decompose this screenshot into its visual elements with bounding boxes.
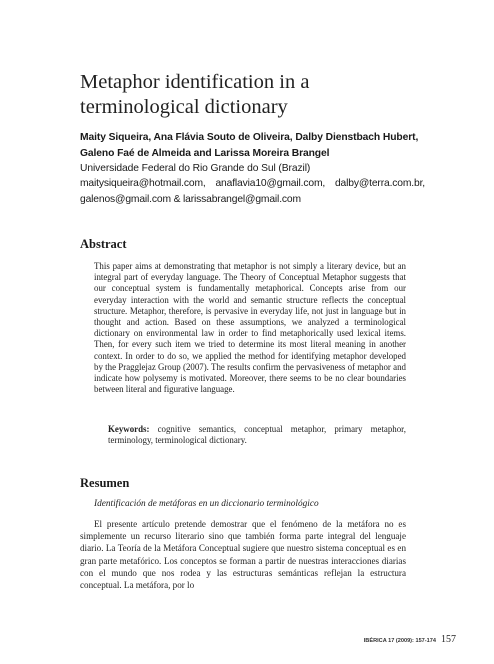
resumen-heading: Resumen xyxy=(80,476,130,490)
author-affiliation: Universidade Federal do Rio Grande do Sul (Brazil) xyxy=(80,163,311,174)
article-title-line-1: Metaphor identification in a xyxy=(80,71,310,93)
article-title-line-2: terminological dictionary xyxy=(80,96,288,118)
keywords-list: cognitive semantics, conceptual metaphor, primary metaphor, terminology, terminological dictionary. xyxy=(108,424,406,446)
keywords-label: Keywords: xyxy=(108,424,150,434)
abstract-text: This paper aims at demonstrating that metaphor is not simply a literary device, but an integral part of everyday language. The Theory of Conceptual Metaphor suggests that our conceptual system is fundamentally metaphorical. Concepts arise from our everyday interaction with the world and semantic structure reflects the conceptual structure. Metaphor, therefore, is pervasive in everyday life, not just in language but in thought and action. Based on these assumptions, we analyzed a terminological dictionary on environmental law in order to find metaphorically used lexical items. Then, for every such item we tried to determine its most literal meaning in another context. In order to do so, we applied the method for identifying metaphor developed by the Pragglejaz Group (2007). The results confirm the pervasiveness of metaphor and indicate how polysemy is motivated. Moreover, there seems to be no clear boundaries between literal and figurative language. xyxy=(94,261,406,395)
resumen-subtitle: Identificación de metáforas en un diccionario terminológico xyxy=(94,499,319,509)
journal-reference xyxy=(346,638,436,644)
author-emails: maitysiqueira@hotmail.com, anaflavia10@gmail.com, dalby@terra.com.br, galenos@gmail.com & larissabrangel@gmail.com xyxy=(80,178,425,205)
abstract-heading: Abstract xyxy=(80,237,127,251)
keywords xyxy=(108,424,406,446)
page-number: 157 xyxy=(441,634,456,645)
author-list: Maity Siqueira, Ana Flávia Souto de Oliveira, Dalby Dienstbach Hubert, Galeno Faé de Almeida and Larissa Moreira Brangel xyxy=(80,132,419,159)
resumen-text: El presente artículo pretende demostrar que el fenómeno de la metáfora no es simplemente un recurso literario sino que también forma parte integral del lenguaje diario. La Teoría de la Metáfora Conceptual sugiere que nuestro sistema conceptual es en gran parte metafórico. Los conceptos se forman a partir de nuestras interacciones diarias con el mundo que nos rodea y las estructuras semánticas reflejan la estructura conceptual. La metáfora, por lo xyxy=(80,519,406,591)
journal-citation: IBÉRICA 17 (2009): 157-174 xyxy=(363,638,436,644)
article-title xyxy=(80,70,440,120)
